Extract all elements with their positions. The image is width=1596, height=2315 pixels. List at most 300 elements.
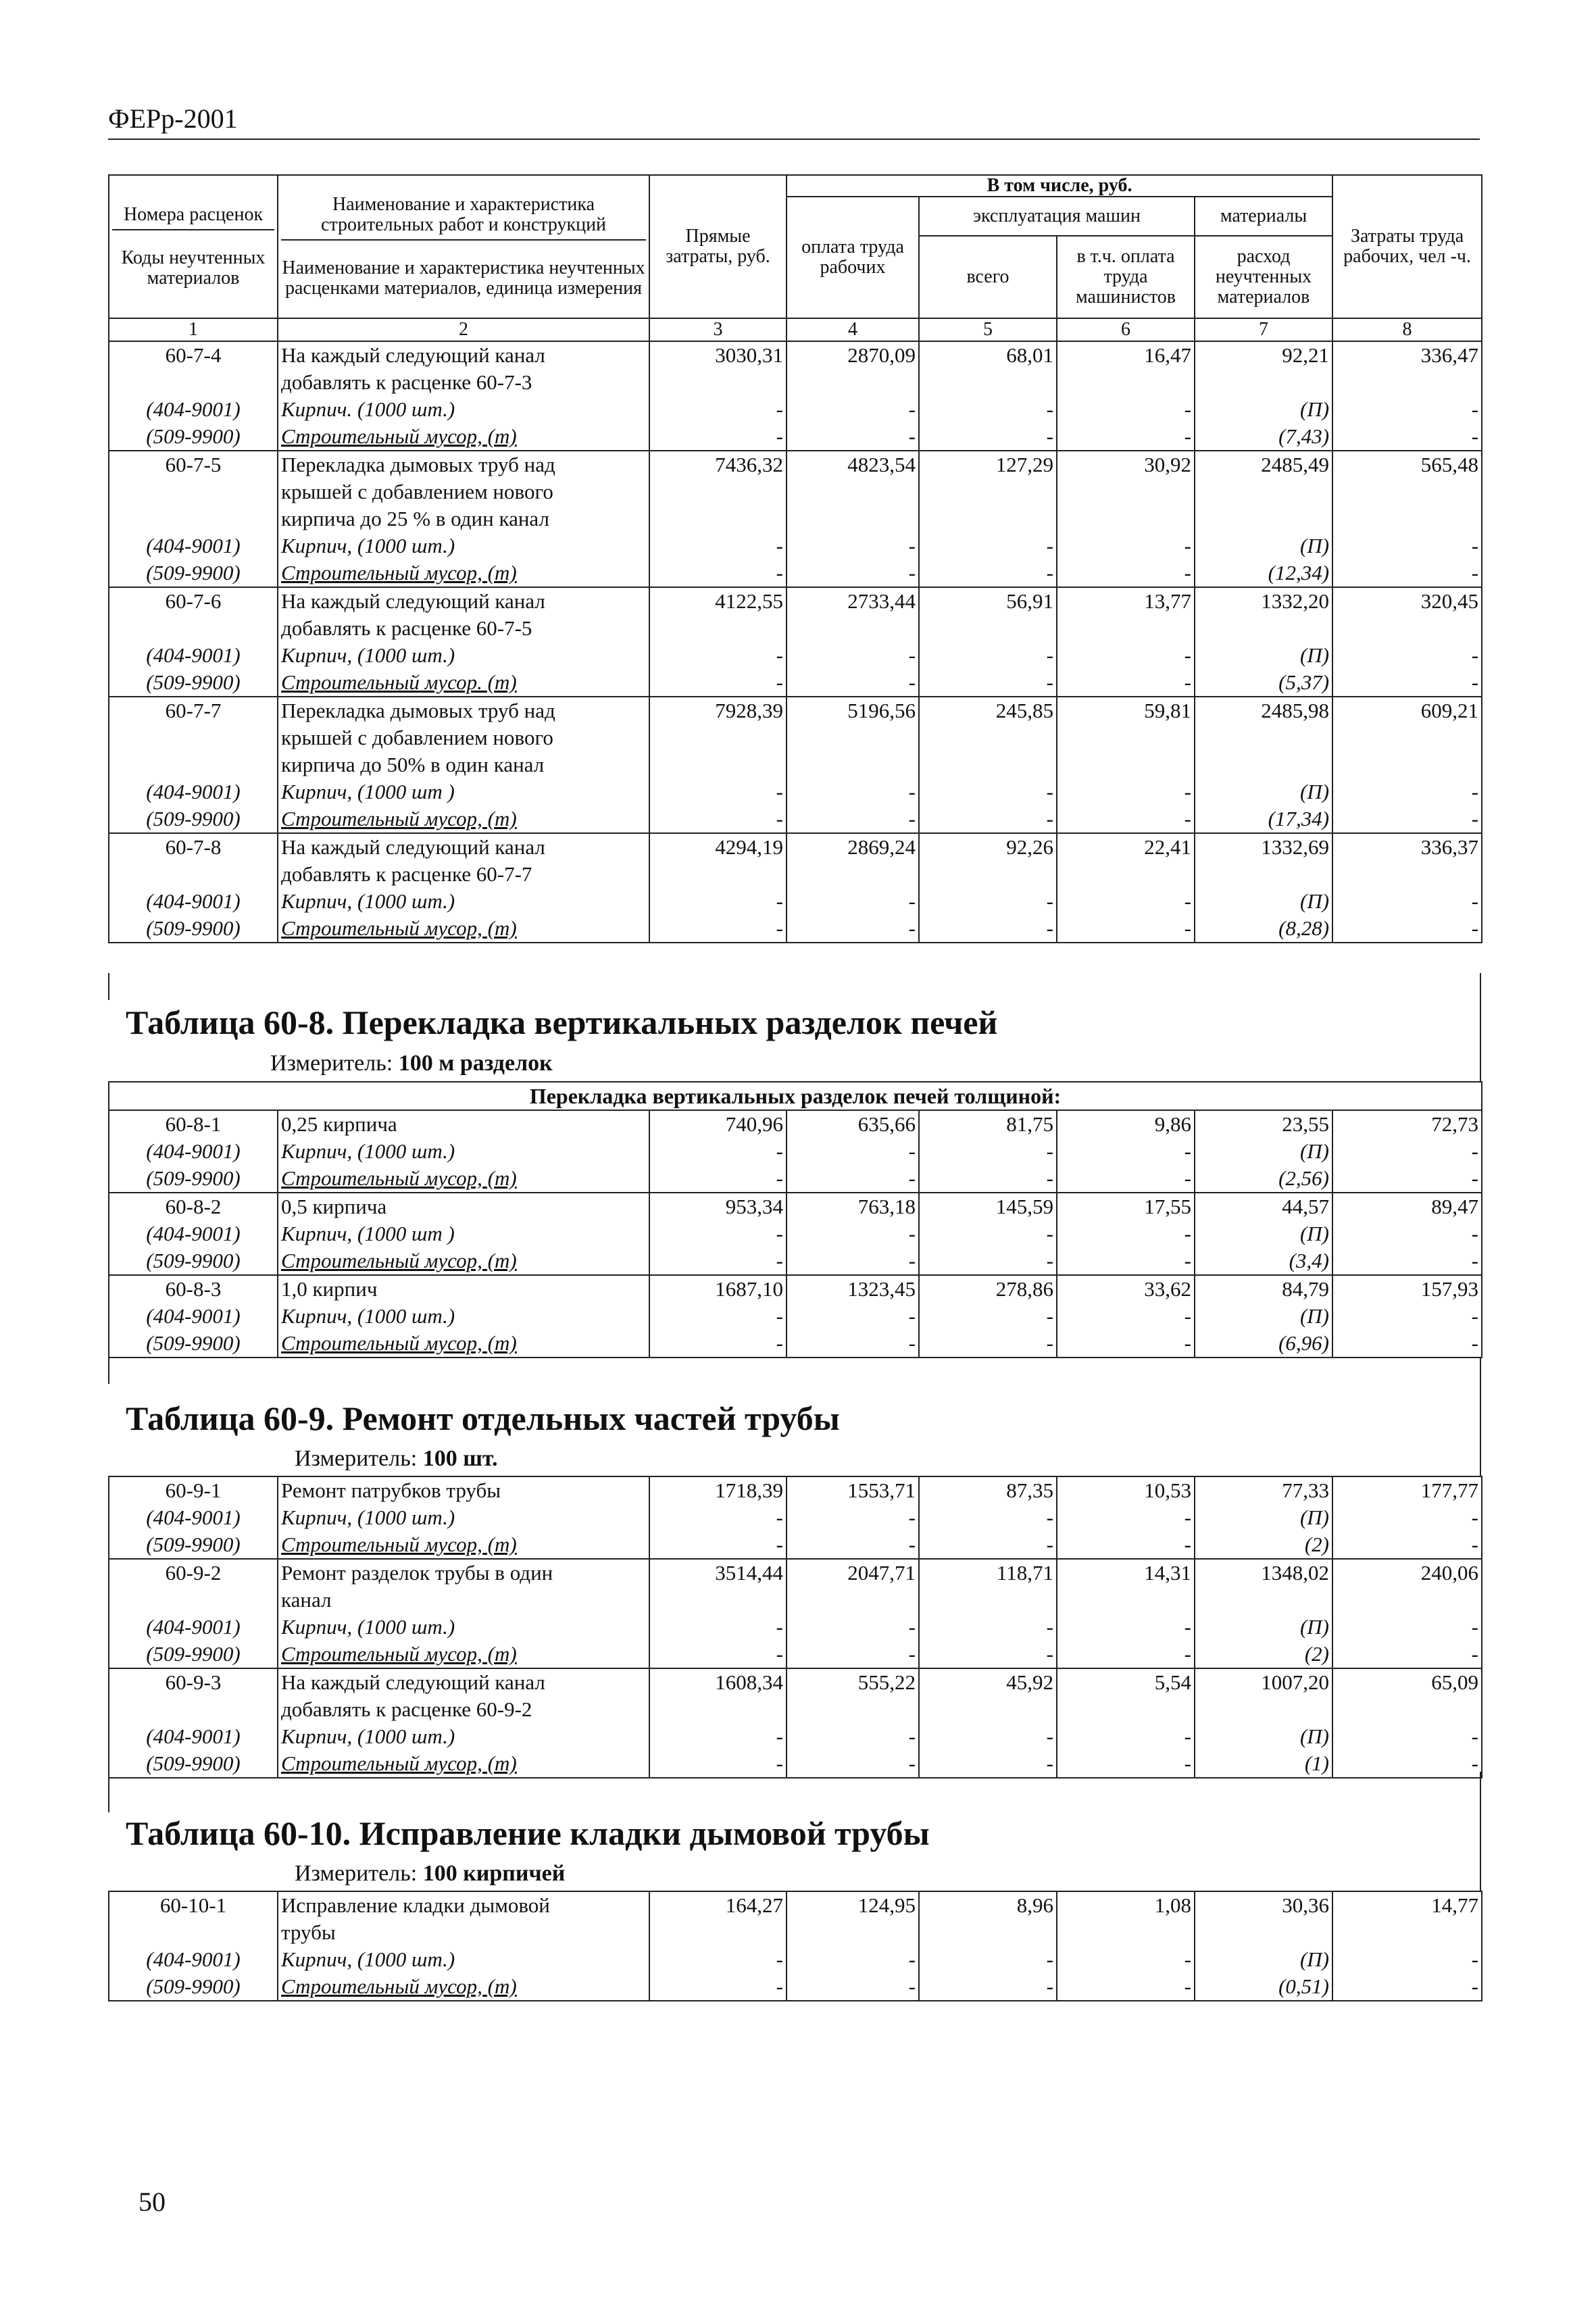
material-name-text: Строительный мусор, (т)	[281, 807, 517, 830]
material-row	[109, 669, 1482, 697]
labor-hours: 565,48	[1332, 451, 1482, 478]
dash-cell: -	[649, 1614, 787, 1641]
dash-cell: -	[919, 1750, 1057, 1778]
machine-cost: 81,75	[919, 1110, 1057, 1138]
dash-cell: -	[787, 1973, 919, 2001]
dash-cell: -	[1332, 1330, 1482, 1358]
machine-cost	[919, 1587, 1057, 1614]
material-name	[278, 669, 649, 697]
rate-code-empty	[109, 478, 278, 505]
rate-code-empty	[109, 861, 278, 888]
machinist-pay	[1057, 369, 1195, 396]
dash-cell: -	[787, 396, 919, 423]
dash-cell: -	[787, 1220, 919, 1247]
machine-cost	[919, 1696, 1057, 1723]
labor-hours: 240,06	[1332, 1559, 1482, 1587]
dash-cell: -	[919, 1220, 1057, 1247]
material-quantity: (3,4)	[1195, 1247, 1332, 1275]
material-cost: 1332,69	[1195, 833, 1332, 861]
dash-cell: -	[1057, 805, 1195, 833]
material-row	[109, 1247, 1482, 1275]
material-name	[278, 1973, 649, 2001]
material-row	[109, 1641, 1482, 1668]
rate-code-empty	[109, 724, 278, 751]
rate-row-continuation	[109, 1919, 1482, 1946]
worker-pay	[787, 369, 919, 396]
rate-name-line: На каждый следующий канал	[278, 833, 649, 861]
dash-cell: -	[1332, 423, 1482, 451]
material-name	[278, 1138, 649, 1165]
rate-code: 60-8-2	[109, 1193, 278, 1220]
direct-cost	[649, 369, 787, 396]
material-code: (404-9001)	[109, 888, 278, 915]
machine-cost	[919, 369, 1057, 396]
material-code: (404-9001)	[109, 642, 278, 669]
material-name-text: Строительный мусор, (т)	[281, 1642, 517, 1666]
table-60-10-title: Таблица 60-10. Исправление кладки дымовой трубы	[126, 1814, 930, 1852]
header-names	[278, 175, 649, 318]
dash-cell: -	[1332, 1138, 1482, 1165]
material-name-text: Строительный мусор, (т)	[281, 916, 517, 940]
material-cost	[1195, 751, 1332, 778]
material-name-text: Строительный мусор, (т)	[281, 1533, 517, 1556]
machinist-pay	[1057, 478, 1195, 505]
dash-cell: -	[1057, 1165, 1195, 1193]
dash-cell: -	[649, 642, 787, 669]
dash-cell: -	[787, 1138, 919, 1165]
rate-name-line: Ремонт разделок трубы в один	[278, 1559, 649, 1587]
dash-cell: -	[787, 915, 919, 943]
dash-cell: -	[1332, 778, 1482, 805]
dash-cell: -	[919, 915, 1057, 943]
material-name-text: Кирпич, (1000 шт.)	[281, 1615, 455, 1639]
dash-cell: -	[919, 1303, 1057, 1330]
header-machines-total: всего	[919, 236, 1057, 318]
material-name-text: Кирпич, (1000 шт.)	[281, 643, 455, 667]
document-code: ФЕРр-2001	[108, 103, 238, 134]
header-including: В том числе, руб.	[787, 175, 1332, 197]
material-row	[109, 1165, 1482, 1193]
dash-cell: -	[1057, 1138, 1195, 1165]
material-code: (404-9001)	[109, 1138, 278, 1165]
direct-cost: 953,34	[649, 1193, 787, 1220]
material-name	[278, 805, 649, 833]
machine-cost	[919, 615, 1057, 642]
dash-cell: -	[1057, 1531, 1195, 1559]
table-60-8	[108, 1081, 1481, 1358]
document-header	[108, 103, 1480, 140]
dash-cell: -	[1057, 1973, 1195, 2001]
table-header	[109, 175, 1482, 318]
material-name	[278, 1303, 649, 1330]
dash-cell: -	[787, 669, 919, 697]
dash-cell: -	[649, 1641, 787, 1668]
material-name-text: Строительный мусор, (т)	[281, 1751, 517, 1775]
worker-pay: 2047,71	[787, 1559, 919, 1587]
material-cost	[1195, 724, 1332, 751]
material-code: (509-9900)	[109, 915, 278, 943]
labor-hours: 336,37	[1332, 833, 1482, 861]
rate-row-continuation	[109, 1587, 1482, 1614]
header-labor: Затраты труда рабочих, чел -ч.	[1332, 175, 1482, 318]
rate-code: 60-9-1	[109, 1476, 278, 1504]
machinist-pay	[1057, 724, 1195, 751]
dash-cell: -	[919, 1504, 1057, 1531]
dash-cell: -	[1332, 532, 1482, 559]
dash-cell: -	[919, 1531, 1057, 1559]
dash-cell: -	[649, 1165, 787, 1193]
material-code: (404-9001)	[109, 1723, 278, 1750]
material-name	[278, 888, 649, 915]
machine-cost: 68,01	[919, 341, 1057, 369]
dash-cell: -	[649, 915, 787, 943]
material-name	[278, 642, 649, 669]
direct-cost: 4294,19	[649, 833, 787, 861]
rate-row-continuation	[109, 369, 1482, 396]
rate-name-line: На каждый следующий канал	[278, 341, 649, 369]
col-number: 3	[649, 318, 787, 341]
header-rate-numbers: Номера расценок	[112, 205, 274, 230]
worker-pay: 5196,56	[787, 697, 919, 724]
rate-row	[109, 1891, 1482, 1919]
dash-cell: -	[1057, 1641, 1195, 1668]
machinist-pay	[1057, 615, 1195, 642]
machine-cost: 45,92	[919, 1668, 1057, 1696]
dash-cell: -	[919, 1614, 1057, 1641]
rate-code: 60-9-3	[109, 1668, 278, 1696]
machine-cost: 245,85	[919, 697, 1057, 724]
dash-cell: -	[1057, 669, 1195, 697]
material-row	[109, 1750, 1482, 1778]
material-quantity: (П)	[1195, 396, 1332, 423]
rate-name-line: 0,25 кирпича	[278, 1110, 649, 1138]
machinist-pay: 14,31	[1057, 1559, 1195, 1587]
dash-cell: -	[649, 1504, 787, 1531]
material-row	[109, 1531, 1482, 1559]
material-row	[109, 1504, 1482, 1531]
labor-hours: 320,45	[1332, 587, 1482, 615]
material-name	[278, 559, 649, 587]
machinist-pay: 22,41	[1057, 833, 1195, 861]
table-body-60-7	[109, 318, 1482, 943]
material-quantity: (П)	[1195, 1138, 1332, 1165]
material-code: (404-9001)	[109, 1614, 278, 1641]
rate-name-line: На каждый следующий канал	[278, 1668, 649, 1696]
dash-cell: -	[787, 1247, 919, 1275]
direct-cost: 7928,39	[649, 697, 787, 724]
dash-cell: -	[919, 1247, 1057, 1275]
material-row	[109, 1723, 1482, 1750]
material-quantity: (П)	[1195, 778, 1332, 805]
material-row	[109, 1303, 1482, 1330]
labor-hours: 65,09	[1332, 1668, 1482, 1696]
labor-hours: 14,77	[1332, 1891, 1482, 1919]
col-number: 5	[919, 318, 1057, 341]
material-code: (509-9900)	[109, 805, 278, 833]
rate-code: 60-7-4	[109, 341, 278, 369]
material-row	[109, 1973, 1482, 2001]
material-name	[278, 396, 649, 423]
dash-cell: -	[919, 805, 1057, 833]
labor-hours: 72,73	[1332, 1110, 1482, 1138]
dash-cell: -	[1332, 888, 1482, 915]
material-row	[109, 423, 1482, 451]
table-60-8-measure	[270, 1051, 553, 1076]
material-quantity: (П)	[1195, 532, 1332, 559]
dash-cell: -	[919, 888, 1057, 915]
dash-cell: -	[1332, 1614, 1482, 1641]
material-row	[109, 888, 1482, 915]
direct-cost	[649, 505, 787, 532]
material-row	[109, 1946, 1482, 1973]
dash-cell: -	[919, 669, 1057, 697]
labor-hours	[1332, 505, 1482, 532]
measure-value: 100 м разделок	[398, 1051, 553, 1076]
material-quantity: (2)	[1195, 1641, 1332, 1668]
machinist-pay: 17,55	[1057, 1193, 1195, 1220]
machine-cost: 278,86	[919, 1275, 1057, 1303]
dash-cell: -	[1057, 1614, 1195, 1641]
worker-pay: 124,95	[787, 1891, 919, 1919]
material-name-text: Строительный мусор, (т)	[281, 1331, 517, 1355]
worker-pay	[787, 1587, 919, 1614]
material-name-text: Кирпич, (1000 шт )	[281, 780, 455, 803]
rate-name-line: кирпича до 50% в один канал	[278, 751, 649, 778]
dash-cell: -	[1332, 1973, 1482, 2001]
material-name-text: Кирпич, (1000 шт.)	[281, 1505, 455, 1529]
dash-cell: -	[1057, 423, 1195, 451]
rate-row	[109, 451, 1482, 478]
direct-cost	[649, 861, 787, 888]
dash-cell: -	[649, 1303, 787, 1330]
dash-cell: -	[1332, 1303, 1482, 1330]
material-name	[278, 1723, 649, 1750]
material-quantity: (П)	[1195, 642, 1332, 669]
machine-cost	[919, 724, 1057, 751]
dash-cell: -	[649, 1973, 787, 2001]
dash-cell: -	[1332, 1247, 1482, 1275]
dash-cell: -	[1057, 532, 1195, 559]
material-code: (509-9900)	[109, 1750, 278, 1778]
material-name	[278, 778, 649, 805]
dash-cell: -	[919, 1138, 1057, 1165]
material-name	[278, 532, 649, 559]
material-name-text: Кирпич, (1000 шт.)	[281, 534, 455, 557]
dash-cell: -	[787, 1946, 919, 1973]
material-row	[109, 532, 1482, 559]
col-number: 2	[278, 318, 649, 341]
machine-cost: 87,35	[919, 1476, 1057, 1504]
material-code: (404-9001)	[109, 396, 278, 423]
dash-cell: -	[919, 396, 1057, 423]
page-number: 50	[139, 2187, 166, 2217]
machinist-pay: 9,86	[1057, 1110, 1195, 1138]
material-name	[278, 1531, 649, 1559]
material-code: (404-9001)	[109, 1303, 278, 1330]
rate-row	[109, 833, 1482, 861]
machinist-pay: 33,62	[1057, 1275, 1195, 1303]
material-cost	[1195, 478, 1332, 505]
table-body-60-10	[109, 1891, 1482, 2001]
material-name-text: Строительный мусор. (т)	[281, 670, 517, 694]
rate-code-empty	[109, 1587, 278, 1614]
dash-cell: -	[1332, 1220, 1482, 1247]
direct-cost	[649, 1587, 787, 1614]
material-name-text: Строительный мусор, (т)	[281, 1249, 517, 1272]
rate-code: 60-7-5	[109, 451, 278, 478]
labor-hours: 177,77	[1332, 1476, 1482, 1504]
material-cost	[1195, 1696, 1332, 1723]
rate-code: 60-9-2	[109, 1559, 278, 1587]
dash-cell: -	[919, 1165, 1057, 1193]
direct-cost: 4122,55	[649, 587, 787, 615]
dash-cell: -	[919, 778, 1057, 805]
machine-cost: 145,59	[919, 1193, 1057, 1220]
dash-cell: -	[1332, 669, 1482, 697]
worker-pay	[787, 615, 919, 642]
header-codes	[109, 175, 278, 318]
dash-cell: -	[1057, 396, 1195, 423]
header-worker-pay: оплата труда рабочих	[787, 197, 919, 318]
dash-cell: -	[787, 1165, 919, 1193]
worker-pay: 635,66	[787, 1110, 919, 1138]
dash-cell: -	[1057, 1220, 1195, 1247]
material-row	[109, 1220, 1482, 1247]
measure-value: 100 кирпичей	[422, 1861, 566, 1886]
machinist-pay: 16,47	[1057, 341, 1195, 369]
dash-cell: -	[919, 1330, 1057, 1358]
material-quantity: (П)	[1195, 888, 1332, 915]
material-code: (509-9900)	[109, 1165, 278, 1193]
material-quantity: (8,28)	[1195, 915, 1332, 943]
rate-code: 60-10-1	[109, 1891, 278, 1919]
rate-row	[109, 587, 1482, 615]
header-machinist-pay: в т.ч. оплата труда машинистов	[1057, 236, 1195, 318]
material-quantity: (П)	[1195, 1946, 1332, 1973]
dash-cell: -	[1332, 1504, 1482, 1531]
rate-row	[109, 341, 1482, 369]
table-60-9-title: Таблица 60-9. Ремонт отдельных частей трубы	[126, 1399, 840, 1437]
material-name-text: Строительный мусор, (т)	[281, 1166, 517, 1190]
dash-cell: -	[787, 423, 919, 451]
material-quantity: (2,56)	[1195, 1165, 1332, 1193]
material-quantity: (12,34)	[1195, 559, 1332, 587]
rate-name-line: крышей с добавлением нового	[278, 724, 649, 751]
material-cost	[1195, 369, 1332, 396]
frame-line	[108, 1357, 109, 1384]
dash-cell: -	[1332, 1531, 1482, 1559]
dash-cell: -	[919, 532, 1057, 559]
rate-name-line: Перекладка дымовых труб над	[278, 451, 649, 478]
rate-name-line: добавлять к расценке 60-7-7	[278, 861, 649, 888]
dash-cell: -	[649, 1247, 787, 1275]
worker-pay	[787, 1919, 919, 1946]
rate-row	[109, 1559, 1482, 1587]
machinist-pay: 13,77	[1057, 587, 1195, 615]
rate-row-continuation	[109, 615, 1482, 642]
machinist-pay	[1057, 1587, 1195, 1614]
rate-code-empty	[109, 1696, 278, 1723]
dash-cell: -	[649, 1330, 787, 1358]
material-cost: 44,57	[1195, 1193, 1332, 1220]
dash-cell: -	[919, 1723, 1057, 1750]
material-row	[109, 1138, 1482, 1165]
machine-cost	[919, 751, 1057, 778]
col-number: 1	[109, 318, 278, 341]
material-name	[278, 915, 649, 943]
measure-label: Измеритель:	[270, 1051, 393, 1076]
labor-hours	[1332, 1919, 1482, 1946]
material-code: (509-9900)	[109, 423, 278, 451]
dash-cell: -	[919, 423, 1057, 451]
rate-code: 60-8-1	[109, 1110, 278, 1138]
rate-code: 60-7-7	[109, 697, 278, 724]
material-name	[278, 1330, 649, 1358]
machinist-pay	[1057, 751, 1195, 778]
header-materials-usage: расход неучтенных материалов	[1195, 236, 1332, 318]
dash-cell: -	[1057, 1946, 1195, 1973]
rates-table-60-9	[108, 1476, 1482, 1778]
rate-row	[109, 1476, 1482, 1504]
material-name	[278, 423, 649, 451]
material-cost: 77,33	[1195, 1476, 1332, 1504]
dash-cell: -	[649, 559, 787, 587]
worker-pay: 2870,09	[787, 341, 919, 369]
measure-label: Измеритель:	[295, 1446, 418, 1471]
dash-cell: -	[1057, 1750, 1195, 1778]
machinist-pay: 1,08	[1057, 1891, 1195, 1919]
col-number: 6	[1057, 318, 1195, 341]
group-title: Перекладка вертикальных разделок печей толщиной:	[109, 1082, 1482, 1110]
header-machines: эксплуатация машин	[919, 197, 1195, 236]
rate-row	[109, 1110, 1482, 1138]
dash-cell: -	[1057, 1247, 1195, 1275]
table-body-60-8	[109, 1082, 1482, 1358]
labor-hours	[1332, 615, 1482, 642]
dash-cell: -	[787, 1723, 919, 1750]
direct-cost: 3030,31	[649, 341, 787, 369]
worker-pay	[787, 505, 919, 532]
direct-cost: 3514,44	[649, 1559, 787, 1587]
dash-cell: -	[649, 805, 787, 833]
header-direct-costs: Прямые затраты, руб.	[649, 175, 787, 318]
material-quantity: (П)	[1195, 1723, 1332, 1750]
rate-name-line: кирпича до 25 % в один канал	[278, 505, 649, 532]
rate-row	[109, 1668, 1482, 1696]
machine-cost: 8,96	[919, 1891, 1057, 1919]
rate-row-continuation	[109, 861, 1482, 888]
dash-cell: -	[787, 1614, 919, 1641]
machinist-pay: 10,53	[1057, 1476, 1195, 1504]
material-code: (509-9900)	[109, 1531, 278, 1559]
worker-pay: 2869,24	[787, 833, 919, 861]
rate-row	[109, 1193, 1482, 1220]
rate-name-line: Исправление кладки дымовой	[278, 1891, 649, 1919]
worker-pay: 2733,44	[787, 587, 919, 615]
header-material-codes: Коды неучтенных материалов	[121, 247, 266, 289]
machinist-pay: 30,92	[1057, 451, 1195, 478]
direct-cost	[649, 478, 787, 505]
material-name-text: Кирпич, (1000 шт.)	[281, 889, 455, 913]
material-cost: 30,36	[1195, 1891, 1332, 1919]
material-code: (404-9001)	[109, 778, 278, 805]
dash-cell: -	[1057, 1303, 1195, 1330]
dash-cell: -	[787, 1330, 919, 1358]
labor-hours	[1332, 1696, 1482, 1723]
dash-cell: -	[919, 1946, 1057, 1973]
material-cost	[1195, 1587, 1332, 1614]
rate-name-line: добавлять к расценке 60-7-5	[278, 615, 649, 642]
